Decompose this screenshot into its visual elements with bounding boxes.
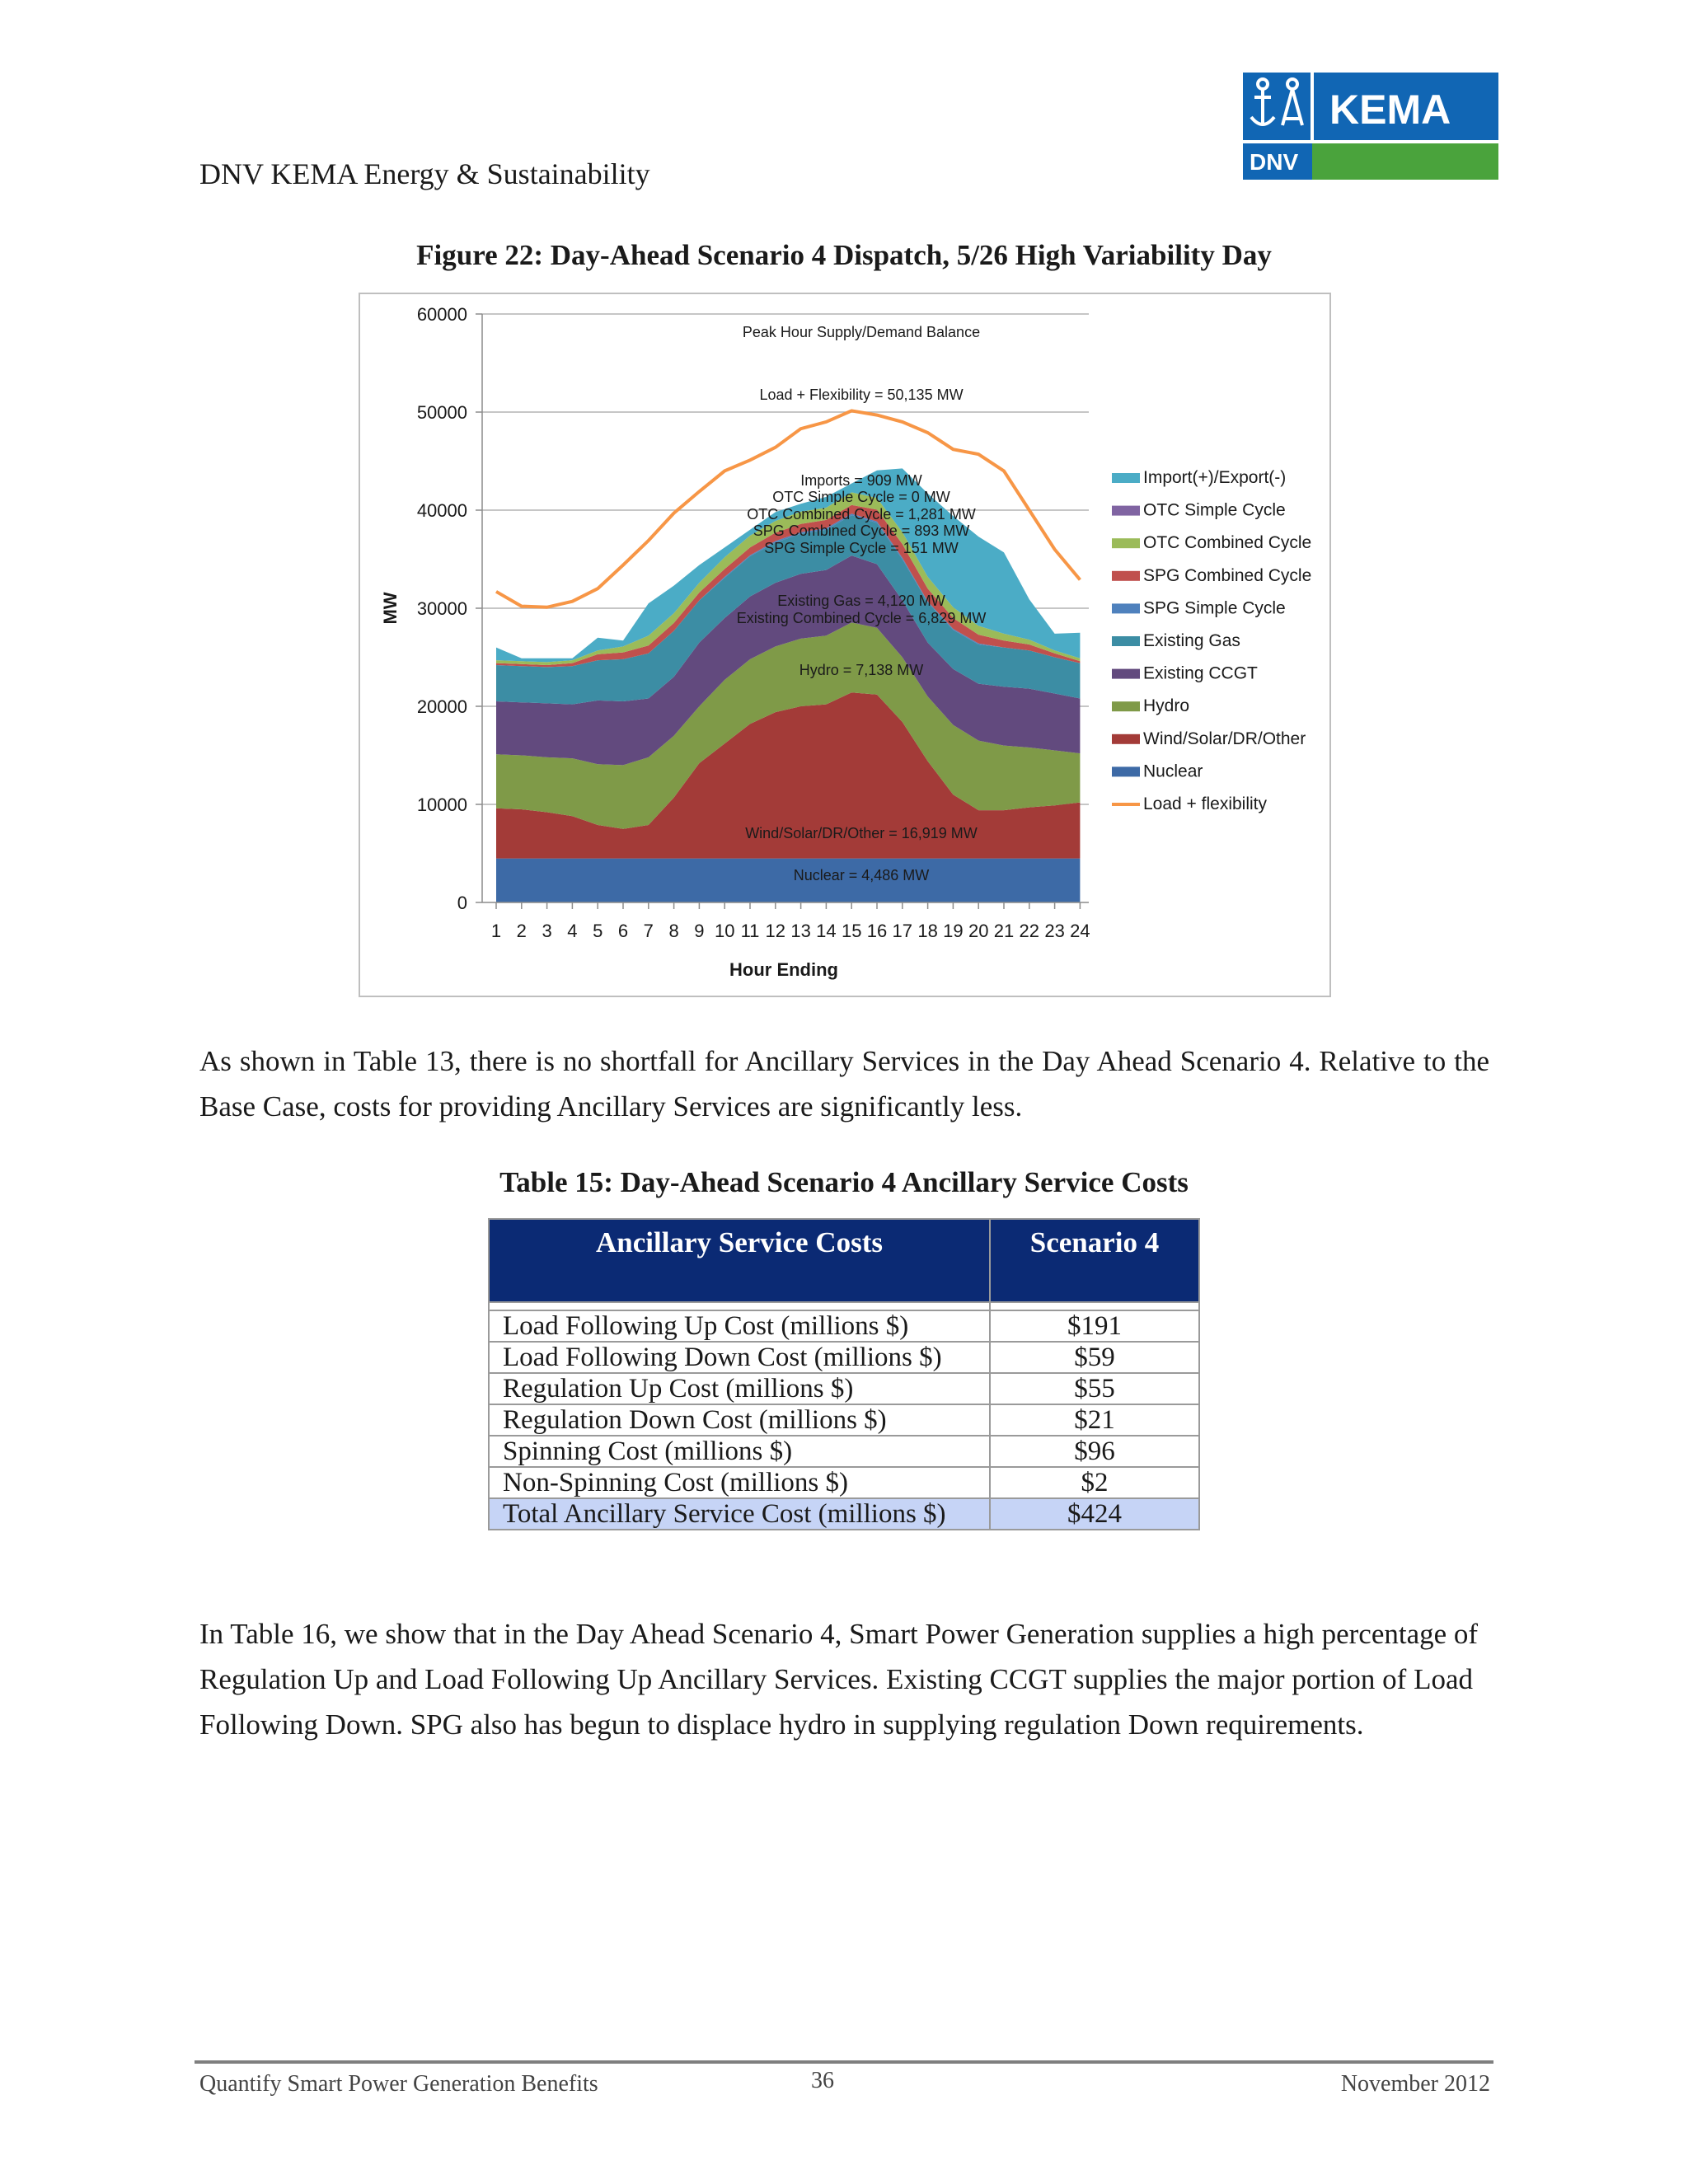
ancillary-cost-table xyxy=(488,1218,1200,1530)
table-row-total xyxy=(489,1498,1199,1530)
table-title: Table 15: Day-Ahead Scenario 4 Ancillary Service Costs xyxy=(499,1166,1189,1198)
footer-date: November 2012 xyxy=(1340,2071,1490,2097)
x-tick-label: 15 xyxy=(841,921,862,941)
y-tick-label: 40000 xyxy=(416,500,467,521)
y-tick-label: 60000 xyxy=(416,304,467,325)
legend-label: OTC Simple Cycle xyxy=(1143,500,1286,520)
x-tick-label: 12 xyxy=(765,921,786,941)
legend-label: OTC Combined Cycle xyxy=(1143,533,1312,553)
table-cell-label: Non-Spinning Cost (millions $) xyxy=(489,1467,990,1498)
x-tick-label: 23 xyxy=(1044,921,1065,941)
legend-label: Hydro xyxy=(1143,696,1190,716)
table-cell-value: $2 xyxy=(990,1467,1199,1498)
table-row xyxy=(489,1436,1199,1467)
legend-label: Wind/Solar/DR/Other xyxy=(1143,729,1306,748)
chart-legend xyxy=(1112,468,1311,813)
table-cell-value: $191 xyxy=(990,1310,1199,1342)
table-header-service: Ancillary Service Costs xyxy=(489,1219,990,1302)
dispatch-chart-svg xyxy=(360,294,1333,999)
legend-label: Existing Gas xyxy=(1143,631,1240,650)
figure-title: Figure 22: Day-Ahead Scenario 4 Dispatch, 5/26 High Variability Day xyxy=(416,239,1272,271)
legend-swatch xyxy=(1112,603,1140,613)
chart-annotation: Load + Flexibility = 50,135 MW xyxy=(759,387,964,403)
x-tick-label: 21 xyxy=(993,921,1015,941)
x-tick-label: 24 xyxy=(1070,921,1090,941)
table-cell-label: Load Following Up Cost (millions $) xyxy=(489,1310,990,1342)
legend-swatch xyxy=(1112,636,1140,646)
y-tick-label: 50000 xyxy=(416,402,467,423)
x-tick-label: 20 xyxy=(968,921,989,941)
area-series-nuclear xyxy=(496,859,1080,902)
footer-page-number: 36 xyxy=(811,2068,834,2093)
x-tick-label: 19 xyxy=(943,921,964,941)
header-org: DNV KEMA Energy & Sustainability xyxy=(199,157,650,190)
table-cell-value: $59 xyxy=(990,1342,1199,1373)
y-axis-title: MW xyxy=(380,592,401,625)
x-tick-label: 10 xyxy=(714,921,735,941)
chart-annotation: Imports = 909 MW xyxy=(800,472,922,489)
legend-swatch xyxy=(1112,766,1140,776)
legend-label: Nuclear xyxy=(1143,762,1203,781)
table-row xyxy=(489,1467,1199,1498)
table-cell-label: Regulation Down Cost (millions $) xyxy=(489,1404,990,1436)
x-tick-label: 17 xyxy=(892,921,913,941)
x-tick-label: 1 xyxy=(490,921,502,941)
legend-swatch xyxy=(1112,669,1140,679)
chart-annotation: SPG Combined Cycle = 893 MW xyxy=(753,523,970,539)
logo-top-text: KEMA xyxy=(1329,87,1451,133)
legend-label: SPG Simple Cycle xyxy=(1143,598,1286,618)
x-tick-label: 16 xyxy=(866,921,888,941)
x-tick-label: 8 xyxy=(668,921,679,941)
chart-annotation: Nuclear = 4,486 MW xyxy=(793,867,930,883)
legend-label: Load + flexibility xyxy=(1143,794,1268,813)
table-row xyxy=(489,1342,1199,1373)
dispatch-chart xyxy=(359,293,1331,997)
table-cell-label: Load Following Down Cost (millions $) xyxy=(489,1342,990,1373)
x-tick-label: 11 xyxy=(740,921,760,941)
legend-swatch xyxy=(1112,538,1140,548)
x-tick-label: 3 xyxy=(542,921,552,941)
x-tick-label: 6 xyxy=(617,921,629,941)
y-tick-label: 10000 xyxy=(416,794,467,815)
x-tick-label: 22 xyxy=(1019,921,1040,941)
legend-label: Existing CCGT xyxy=(1143,663,1258,683)
x-tick-label: 4 xyxy=(567,921,578,941)
chart-annotation: Existing Gas = 4,120 MW xyxy=(777,593,945,609)
chart-annotation: SPG Simple Cycle = 151 MW xyxy=(764,540,959,556)
chart-annotation: Existing Combined Cycle = 6,829 MW xyxy=(736,610,987,626)
table-cell-label: Total Ancillary Service Cost (millions $) xyxy=(489,1498,990,1530)
chart-annotation: OTC Simple Cycle = 0 MW xyxy=(772,489,950,505)
legend-swatch xyxy=(1112,473,1140,483)
paragraph-ancillary-intro: As shown in Table 13, there is no shortfall for Ancillary Services in the Day Ahead Scenario 4. Relative to the Base Case, costs for providing Ancillary Services are significantly less. xyxy=(199,1045,1489,1122)
x-tick-label: 13 xyxy=(790,921,811,941)
table-cell-value: $21 xyxy=(990,1404,1199,1436)
legend-swatch xyxy=(1112,571,1140,581)
chart-annotation: Wind/Solar/DR/Other = 16,919 MW xyxy=(745,825,978,841)
table-header-scenario: Scenario 4 xyxy=(990,1219,1199,1302)
table-row xyxy=(489,1404,1199,1436)
table-cell-value: $424 xyxy=(990,1498,1199,1530)
table-row xyxy=(489,1310,1199,1342)
x-tick-label: 2 xyxy=(516,921,527,941)
legend-label: SPG Combined Cycle xyxy=(1143,565,1312,585)
chart-annotation: Hydro = 7,138 MW xyxy=(799,662,924,678)
y-tick-label: 0 xyxy=(457,893,467,913)
table-cell-label: Regulation Up Cost (millions $) xyxy=(489,1373,990,1404)
table-cell-value: $96 xyxy=(990,1436,1199,1467)
chart-annotation: OTC Combined Cycle = 1,281 MW xyxy=(747,506,976,523)
table-row xyxy=(489,1373,1199,1404)
x-tick-label: 5 xyxy=(593,921,603,941)
paragraph-table16: In Table 16, we show that in the Day Ahead Scenario 4, Smart Power Generation supplies a high percentage of Regulation Up and Load Following Up Ancillary Services. Existing CCGT supplies the major portion of Load Following Down. SPG also has begun to displace hydro in supplying regulation Down requirements. xyxy=(199,1618,1479,1741)
table-cell-value: $55 xyxy=(990,1373,1199,1404)
x-axis-title: Hour Ending xyxy=(729,959,838,980)
legend-swatch xyxy=(1112,701,1140,711)
logo-bottom-text: DNV xyxy=(1250,149,1299,175)
y-tick-label: 20000 xyxy=(416,696,467,717)
footer-title: Quantify Smart Power Generation Benefits xyxy=(199,2071,598,2097)
legend-swatch xyxy=(1112,734,1140,744)
legend-swatch xyxy=(1112,506,1140,516)
footer-rule xyxy=(195,2060,1493,2064)
x-tick-label: 14 xyxy=(816,921,837,941)
x-tick-label: 18 xyxy=(917,921,938,941)
kema-dnv-logo xyxy=(1243,73,1498,181)
chart-title: Peak Hour Supply/Demand Balance xyxy=(742,324,981,340)
x-tick-label: 7 xyxy=(643,921,654,941)
legend-label: Import(+)/Export(-) xyxy=(1143,468,1287,487)
table-cell-label: Spinning Cost (millions $) xyxy=(489,1436,990,1467)
y-tick-label: 30000 xyxy=(416,598,467,619)
x-tick-label: 9 xyxy=(694,921,705,941)
